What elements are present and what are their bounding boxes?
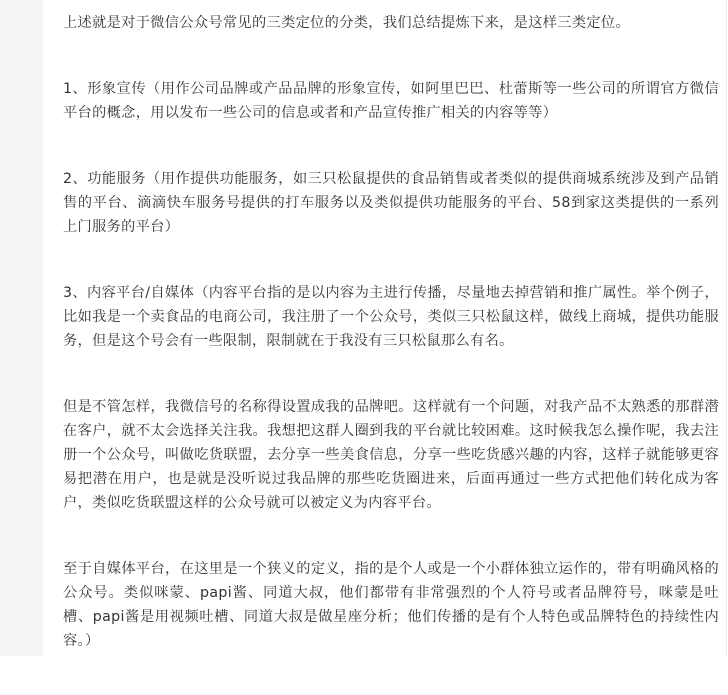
left-margin-strip — [0, 0, 43, 656]
paragraph-content-platform: 3、内容平台/自媒体（内容平台指的是以内容为主进行传播，尽量地去掉营销和推广属性。举个例子，比如我是一个卖食品的电商公司，我注册了一个公众号，类似三只松鼠这样，做线上商城，提供功能服务，但是这个号会有一些限制，限制就在于我没有三只松鼠那么有名。 — [63, 285, 719, 349]
right-border — [726, 0, 727, 656]
intro-paragraph: 上述就是对于微信公众号常见的三类定位的分类，我们总结提炼下来，是这样三类定位。 — [63, 15, 630, 31]
paragraph-example: 但是不管怎样，我微信号的名称得设置成我的品牌吧。这样就有一个问题，对我产品不太熟悉的那群潜在客户，就不太会选择关注我。我想把这群人圈到我的平台就比较困难。这时候我怎么操作呢，我去注册一个公众号，叫做吃货联盟，去分享一些美食信息，分享一些吃货感兴趣的内容，这样子就能够更容易把潜在用户，也是就是没听说过我品牌的那些吃货圈进来，后面再通过一些方式把他们转化成为客户，类似吃货联盟这样的公众号就可以被定义为内容平台。 — [63, 399, 719, 511]
paragraph-self-media: 至于自媒体平台，在这里是一个狭义的定义，指的是个人或是一个小群体独立运作的，带有明确风格的公众号。类似咪蒙、papi酱、同道大叔，他们都带有非常强烈的个人符号或者品牌符号，咪蒙是吐槽、papi酱是用视频吐槽、同道大叔是做星座分析；他们传播的是有个人特色或品牌特色的持续性内容。） — [63, 561, 719, 649]
paragraph-function-service: 2、功能服务（用作提供功能服务，如三只松鼠提供的食品销售或者类似的提供商城系统涉及到产品销售的平台、滴滴快车服务号提供的打车服务以及类似提供功能服务的平台、58到家这类提供的一系列上门服务的平台） — [63, 171, 719, 235]
paragraph-image-promotion: 1、形象宣传（用作公司品牌或产品品牌的形象宣传，如阿里巴巴、杜蕾斯等一些公司的所谓官方微信平台的概念，用以发布一些公司的信息或者和产品宣传推广相关的内容等等） — [63, 81, 719, 121]
article-body — [63, 11, 719, 695]
